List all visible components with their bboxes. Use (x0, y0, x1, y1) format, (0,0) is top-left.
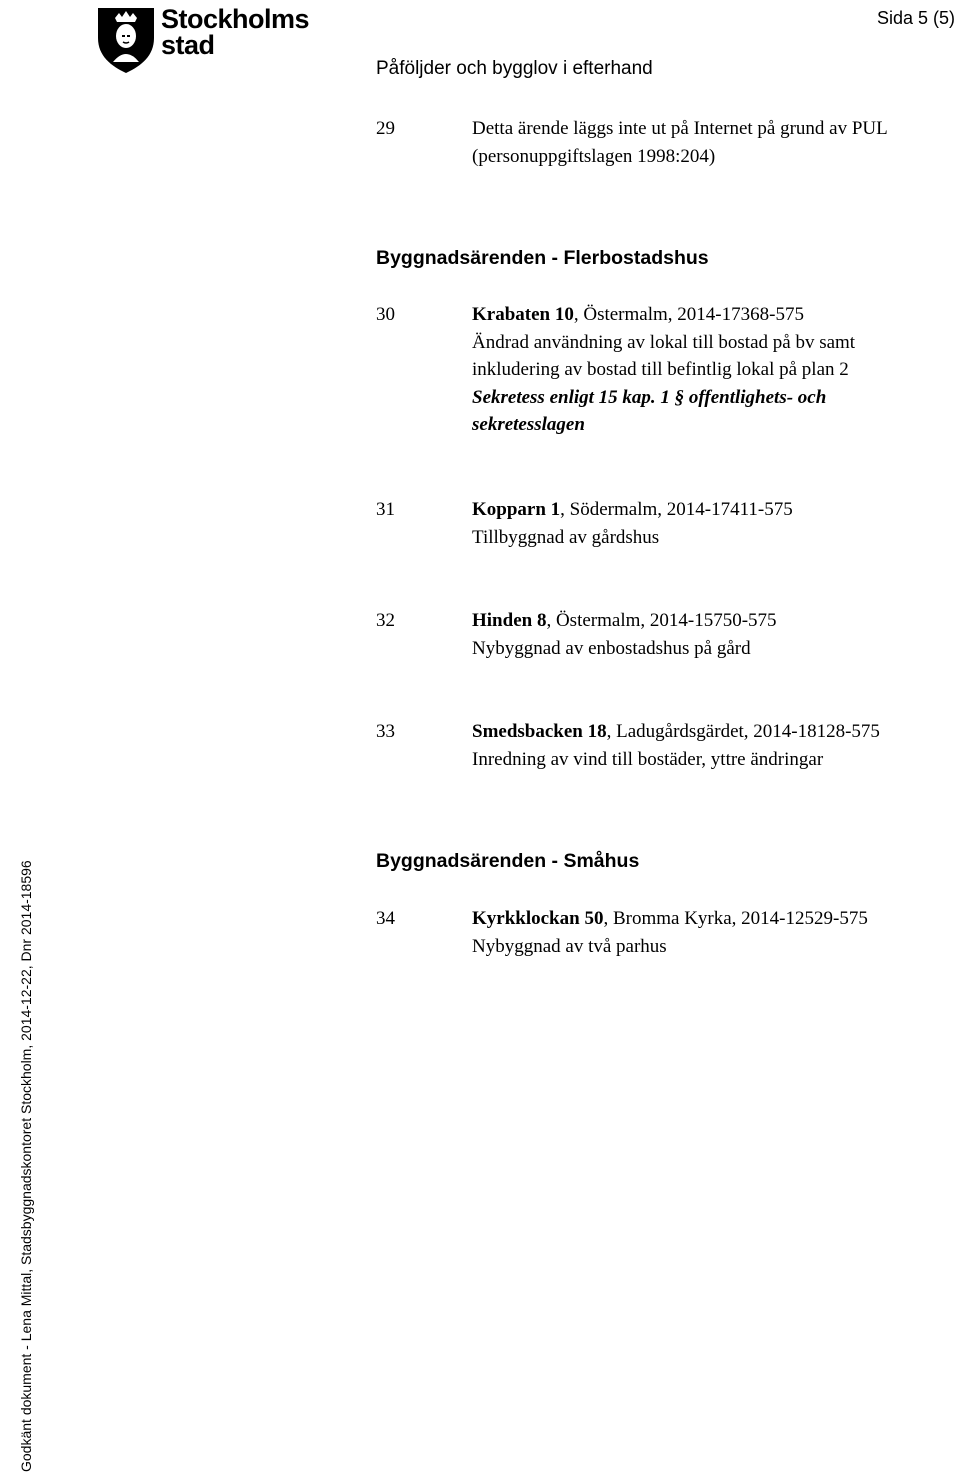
confidentiality-note: Sekretess enligt 15 kap. 1 § offentlighets- och (472, 386, 827, 408)
logo-wordmark: Stockholms stad (161, 4, 310, 60)
section-heading-smahus: Byggnadsärenden - Småhus (376, 850, 640, 872)
item-body (472, 496, 956, 551)
item-text: Nybyggnad av två parhus (472, 935, 667, 957)
item-text: Nybyggnad av enbostadshus på gård (472, 637, 751, 659)
item-number: 29 (376, 118, 395, 139)
item-text: inkludering av bostad till befintlig lokal på plan 2 (472, 359, 849, 380)
property-name: Smedsbacken 18 (472, 721, 607, 742)
item-text: Ändrad användning av lokal till bostad på bv samt (472, 331, 856, 353)
property-name: Hinden 8 (472, 610, 547, 631)
item-text: (personuppgiftslagen 1998:204) (472, 145, 716, 167)
item-number: 31 (376, 499, 395, 520)
agenda-item-29 (376, 115, 956, 170)
item-number: 30 (376, 304, 395, 325)
item-text: Inredning av vind till bostäder, yttre ändringar (472, 748, 824, 770)
agenda-item-31 (376, 496, 956, 551)
item-text: Detta ärende läggs inte ut på Internet på grund av PUL (472, 118, 888, 139)
agenda-item-32 (376, 607, 956, 662)
stockholms-stad-logo (95, 2, 325, 76)
item-text: Tillbyggnad av gårdshus (472, 526, 660, 548)
agenda-item-34 (376, 905, 956, 960)
item-body (472, 607, 956, 662)
property-details: , Ladugårdsgärdet, 2014-18128-575 (606, 721, 880, 742)
property-details: , Östermalm, 2014-15750-575 (546, 610, 777, 631)
item-body (472, 301, 956, 439)
item-number: 34 (376, 908, 395, 929)
property-name: Kopparn 1 (472, 499, 561, 520)
page-number: Sida 5 (5) (876, 8, 955, 28)
property-details: , Östermalm, 2014-17368-575 (573, 304, 804, 325)
property-details: , Bromma Kyrka, 2014-12529-575 (603, 908, 868, 929)
section-heading-flerbostadshus: Byggnadsärenden - Flerbostadshus (376, 247, 709, 269)
property-name: Kyrkklockan 50 (472, 908, 604, 929)
item-body (472, 115, 956, 170)
item-number: 32 (376, 610, 395, 631)
property-name: Krabaten 10 (472, 304, 574, 325)
item-body (472, 718, 956, 773)
confidentiality-note: sekretesslagen (472, 414, 585, 435)
property-details: , Södermalm, 2014-17411-575 (560, 499, 793, 520)
approval-side-note: Godkänt dokument - Lena Mittal, Stadsbyggnadskontoret Stockholm, 2014-12-22, Dnr 2014-18596 (18, 860, 34, 1472)
shield-crown-icon (95, 2, 157, 74)
item-body (472, 905, 956, 960)
agenda-item-30 (376, 301, 956, 439)
agenda-item-33 (376, 718, 956, 773)
document-title: Påföljder och bygglov i efterhand (376, 58, 653, 79)
item-number: 33 (376, 721, 395, 742)
